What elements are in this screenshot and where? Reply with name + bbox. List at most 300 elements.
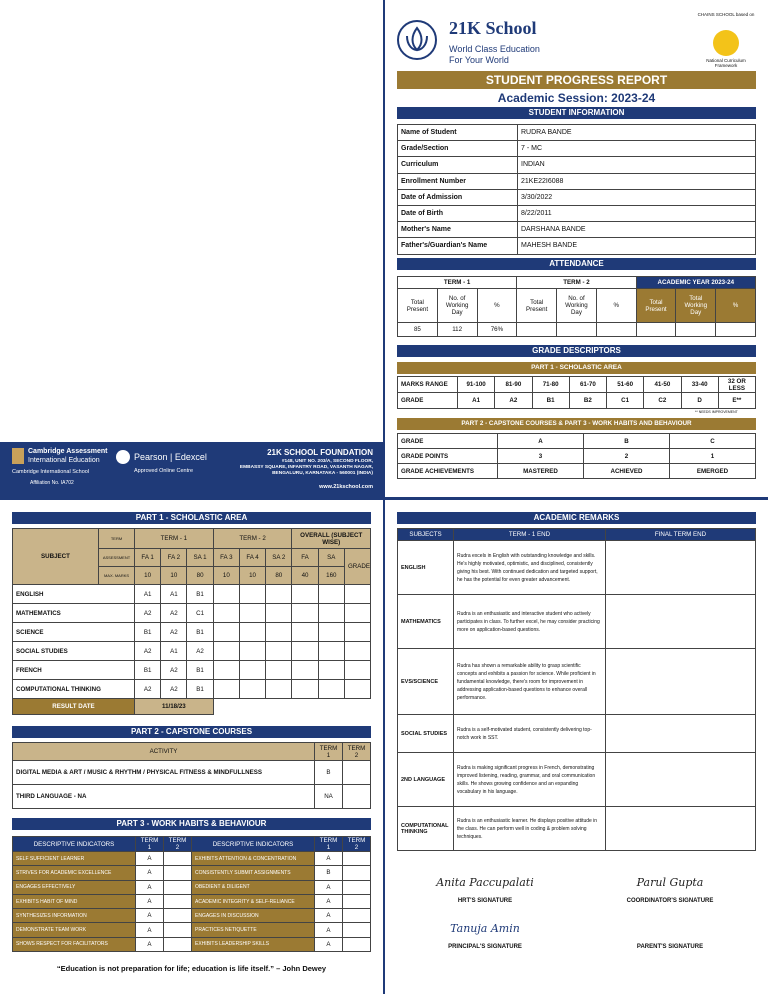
marks-range-label: MARKS RANGE	[398, 377, 458, 393]
grade-value	[318, 680, 344, 699]
habit-indicator: EXHIBITS ATTENTION & CONCENTRATION	[192, 852, 315, 866]
student-info-row	[398, 141, 756, 157]
principal-signature-label: PRINCIPAL'S SIGNATURE	[448, 944, 522, 950]
remark-row	[398, 595, 756, 649]
remark-final	[606, 753, 756, 807]
info-value: RUDRA BANDE	[518, 125, 756, 141]
att-total-working: Total Working Day	[676, 289, 716, 323]
habit-indicator: DEMONSTRATE TEAM WORK	[13, 923, 136, 937]
max-marks-cell: 10	[161, 567, 187, 585]
assessment-cell: FA 3	[213, 549, 239, 567]
grade-value	[266, 642, 292, 661]
marks-range-cell: 61-70	[569, 377, 606, 393]
grade-cell: A2	[495, 393, 532, 409]
max-marks-cell: 160	[318, 567, 344, 585]
grade-cell: D	[681, 393, 718, 409]
info-value: 3/30/2022	[518, 189, 756, 205]
subject-col-header: SUBJECT	[13, 529, 99, 585]
coordinator-signature-image: Parul Gupta	[636, 876, 704, 889]
grade-value	[266, 680, 292, 699]
habit-indicator: SYNTHESIZES INFORMATION	[13, 909, 136, 923]
habit-indicator: SELF SUFFICIENT LEARNER	[13, 852, 136, 866]
capstone-t2	[343, 785, 371, 809]
remark-text: Rudra is an enthusiastic and interactive student who actively participates in class. To further excel, he may consider practicing more on application-based questions.	[454, 595, 606, 649]
p2-points-label: GRADE POINTS	[398, 449, 498, 464]
habit-row	[13, 937, 371, 951]
habit-indicator: OBEDIENT & DILIGENT	[192, 880, 315, 894]
grade-row-label: GRADE	[398, 393, 458, 409]
habit-row	[13, 923, 371, 937]
grade-value: A2	[161, 680, 187, 699]
student-info-row	[398, 125, 756, 141]
cambridge-crest-icon	[12, 448, 24, 464]
grade-value: A2	[135, 680, 161, 699]
att-working: No. of Working Day	[437, 289, 477, 323]
remarks-page	[385, 500, 768, 994]
remark-subject: MATHEMATICS	[398, 595, 454, 649]
student-info-row	[398, 238, 756, 254]
grade-value: A2	[187, 642, 213, 661]
capstone-grade-table	[397, 433, 756, 479]
remarks-table	[397, 528, 756, 851]
remark-final	[606, 715, 756, 753]
habit-t2	[164, 880, 192, 894]
info-label: Date of Admission	[398, 189, 518, 205]
grade-value: C1	[187, 604, 213, 623]
student-info-row	[398, 222, 756, 238]
att-t1-present: 85	[398, 323, 438, 337]
grade-value: B1	[187, 623, 213, 642]
school-tagline-2: For Your World	[449, 55, 509, 65]
att-term2: TERM - 2	[517, 277, 636, 289]
coordinator-signature-label: COORDINATOR'S SIGNATURE	[626, 898, 714, 904]
grade-value	[213, 642, 239, 661]
capstone-grade-cell: 2	[584, 449, 670, 464]
ncf-logo-icon	[713, 30, 739, 56]
grade-value: A2	[161, 623, 187, 642]
academic-session: Academic Session: 2023-24	[497, 91, 656, 105]
grade-value	[239, 661, 265, 680]
info-label: Father's/Guardian's Name	[398, 238, 518, 254]
marks-range-cell: 71-80	[532, 377, 569, 393]
habit-t2	[343, 923, 371, 937]
capstone-grade-cell: EMERGED	[670, 464, 756, 479]
sch-term1: TERM - 1	[135, 529, 214, 549]
info-label: Date of Birth	[398, 205, 518, 221]
habit-indicator: ENGAGES EFFECTIVELY	[13, 880, 136, 894]
subject-row	[13, 604, 371, 623]
ncf-label: National Curriculum Framework	[706, 58, 746, 68]
remark-subject: 2ND LANGUAGE	[398, 753, 454, 807]
subject-name: MATHEMATICS	[13, 604, 135, 623]
habit-t2	[164, 852, 192, 866]
grade-value	[344, 585, 370, 604]
grade-value: A1	[161, 585, 187, 604]
blank-page	[0, 0, 383, 497]
pearson-sub: Approved Online Centre	[134, 468, 194, 474]
info-label: Enrollment Number	[398, 173, 518, 189]
grade-cell: A1	[458, 393, 495, 409]
assessment-cell: SA 2	[266, 549, 292, 567]
habit-t2	[164, 909, 192, 923]
remark-subject: COMPUTATIONAL THINKING	[398, 807, 454, 851]
grade-value	[239, 585, 265, 604]
activity-name: DIGITAL MEDIA & ART / MUSIC & RHYTHM / PHYSICAL FITNESS & MINDFULLNESS	[13, 761, 315, 785]
remark-text: Rudra is a self-motivated student, consistently delivering top-notch work in SST.	[454, 715, 606, 753]
grade-value: A1	[135, 585, 161, 604]
subject-row	[13, 661, 371, 680]
scholastic-table	[12, 528, 371, 715]
habits-table	[12, 836, 371, 952]
grade-value	[292, 585, 318, 604]
grade-cell: E**	[718, 393, 755, 409]
max-marks-cell: 10	[213, 567, 239, 585]
habit-indicator: SHOWS RESPECT FOR FACILITATORS	[13, 937, 136, 951]
activity-name: THIRD LANGUAGE - NA	[13, 785, 315, 809]
remark-row	[398, 753, 756, 807]
remark-final	[606, 649, 756, 715]
max-marks-cell: 80	[266, 567, 292, 585]
report-cover-page	[385, 0, 768, 497]
subject-name: SCIENCE	[13, 623, 135, 642]
grade-value	[213, 604, 239, 623]
result-date-label: RESULT DATE	[13, 699, 135, 715]
remark-final	[606, 595, 756, 649]
grade-value	[266, 585, 292, 604]
marks-range-cell: 41-50	[644, 377, 681, 393]
cap-term1: TERM 1	[315, 743, 343, 761]
grade-value: A2	[161, 604, 187, 623]
grade-value	[292, 642, 318, 661]
grade-value: B1	[187, 585, 213, 604]
capstone-grade-cell: B	[584, 434, 670, 449]
info-label: Grade/Section	[398, 141, 518, 157]
max-marks-cell: 10	[135, 567, 161, 585]
grade-cell: B2	[569, 393, 606, 409]
grade-value: A2	[135, 604, 161, 623]
habit-t1: A	[136, 880, 164, 894]
assessment-cell: SA 1	[187, 549, 213, 567]
cambridge-sub: Cambridge International School	[12, 469, 90, 475]
p2-ach-label: GRADE ACHIEVEMENTS	[398, 464, 498, 479]
grade-value: A2	[135, 642, 161, 661]
affiliation-number: Affiliation No. IA702	[30, 480, 74, 486]
grade-value	[318, 642, 344, 661]
capstone-grade-cell: A	[498, 434, 584, 449]
grade-value	[318, 585, 344, 604]
habit-row	[13, 880, 371, 894]
remarks-heading: ACADEMIC REMARKS	[397, 512, 756, 524]
grade-value	[213, 680, 239, 699]
capstone-grade-cell: C	[670, 434, 756, 449]
scholastic-page	[0, 500, 383, 994]
habit-t1: A	[136, 866, 164, 880]
grade-value	[213, 585, 239, 604]
remark-text: Rudra excels in English with outstanding knowledge and skills. He's highly motivated, optimistic, and disciplined, consistently giving his best. With continued dedication and targeted support, he has the potential for even greater advancement.	[454, 541, 606, 595]
school-logo-icon	[397, 20, 437, 60]
info-value: 7 - MC	[518, 141, 756, 157]
report-title: STUDENT PROGRESS REPORT	[397, 71, 756, 89]
remark-subject: ENGLISH	[398, 541, 454, 595]
remark-subject: SOCIAL STUDIES	[398, 715, 454, 753]
grade-value	[292, 604, 318, 623]
grade-value: B1	[135, 623, 161, 642]
grade-value	[344, 623, 370, 642]
attendance-table	[397, 276, 756, 337]
habits-t2: TERM 2	[164, 837, 192, 852]
max-marks-label: MAX. MARKS	[99, 567, 135, 585]
habit-t1: A	[136, 852, 164, 866]
assessment-cell: SA	[318, 549, 344, 567]
partner-footer	[0, 442, 383, 497]
grade-value: B1	[187, 661, 213, 680]
chains-label: CHAINS SCHOOL based on	[697, 12, 755, 17]
habit-indicator: PRACTICES NETIQUETTE	[192, 923, 315, 937]
capstone-grade-cell: 1	[670, 449, 756, 464]
marks-range-cell: 81-90	[495, 377, 532, 393]
student-info-row	[398, 157, 756, 173]
grade-value	[239, 642, 265, 661]
grade-value	[292, 623, 318, 642]
cap-term2: TERM 2	[343, 743, 371, 761]
habit-t2	[343, 880, 371, 894]
remark-row	[398, 807, 756, 851]
activity-header: ACTIVITY	[13, 743, 315, 761]
grade-value	[239, 680, 265, 699]
habits-desc-header: DESCRIPTIVE INDICATORS	[13, 837, 136, 852]
student-info-row	[398, 189, 756, 205]
habit-row	[13, 894, 371, 908]
habit-indicator: CONSISTENTLY SUBMIT ASSIGNMENTS	[192, 866, 315, 880]
assessment-cell: FA 4	[239, 549, 265, 567]
student-info-heading: STUDENT INFORMATION	[397, 107, 756, 119]
capstone-grade-cell: 3	[498, 449, 584, 464]
habit-t2	[343, 909, 371, 923]
habit-t1: B	[315, 866, 343, 880]
habits-desc-header-2: DESCRIPTIVE INDICATORS	[192, 837, 315, 852]
habit-t1: A	[136, 909, 164, 923]
habit-t1: A	[136, 923, 164, 937]
student-info-row	[398, 205, 756, 221]
quote: “Education is not preparation for life; education is life itself.” – John Dewey	[56, 964, 327, 973]
grade-value	[213, 661, 239, 680]
habit-indicator: EXHIBITS LEADERSHIP SKILLS	[192, 937, 315, 951]
grade-cell: C2	[644, 393, 681, 409]
pearson-label: Pearson | Edexcel	[134, 452, 207, 462]
habits-t1-2: TERM 1	[315, 837, 343, 852]
habit-t1: A	[315, 923, 343, 937]
grade-cell: C1	[607, 393, 644, 409]
info-value: 8/22/2011	[518, 205, 756, 221]
habit-indicator: ENGAGES IN DISCUSSION	[192, 909, 315, 923]
principal-signature-image: Tanuja Amin	[450, 922, 520, 935]
habits-heading: PART 3 - WORK HABITS & BEHAVIOUR	[12, 818, 371, 830]
address-2: EMBASSY SQUARE, INFANTRY ROAD, VASANTH NAGAR,	[239, 465, 373, 470]
max-marks-cell: 80	[187, 567, 213, 585]
subject-name: FRENCH	[13, 661, 135, 680]
habit-t2	[343, 852, 371, 866]
sch-overall: OVERALL (SUBJECT WISE)	[292, 529, 371, 549]
subject-row	[13, 623, 371, 642]
habit-t1: A	[136, 894, 164, 908]
capstone-row	[13, 761, 371, 785]
p2-grade-label: GRADE	[398, 434, 498, 449]
cambridge-line1: Cambridge Assessment	[28, 448, 108, 455]
scholastic-heading: PART 1 - SCHOLASTIC AREA	[12, 512, 371, 524]
marks-range-cell: 32 OR LESS	[718, 377, 755, 393]
grade-part2-heading: PART 2 - CAPSTONE COURSES & PART 3 - WORK HABITS AND BEHAVIOUR	[397, 418, 756, 430]
foundation-name: 21K SCHOOL FOUNDATION	[267, 448, 373, 457]
att-pct-3: %	[716, 289, 756, 323]
habits-t1: TERM 1	[136, 837, 164, 852]
grade-col-header: GRADE	[344, 549, 370, 585]
grade-value: A2	[161, 661, 187, 680]
remark-final	[606, 541, 756, 595]
habit-t1: A	[315, 909, 343, 923]
subject-row	[13, 680, 371, 699]
grade-cell: B1	[532, 393, 569, 409]
capstone-row	[13, 785, 371, 809]
att-working-2: No. of Working Day	[557, 289, 597, 323]
att-year: ACADEMIC YEAR 2023-24	[636, 277, 755, 289]
needs-improvement-note: ** NEEDS IMPROVEMENT	[695, 410, 738, 414]
max-marks-cell: 40	[292, 567, 318, 585]
remark-row	[398, 649, 756, 715]
max-marks-cell: 10	[239, 567, 265, 585]
capstone-table	[12, 742, 371, 809]
marks-range-cell: 51-60	[607, 377, 644, 393]
subject-name: SOCIAL STUDIES	[13, 642, 135, 661]
info-label: Name of Student	[398, 125, 518, 141]
capstone-t2	[343, 761, 371, 785]
att-term1: TERM - 1	[398, 277, 517, 289]
info-value: INDIAN	[518, 157, 756, 173]
habit-t1: A	[315, 852, 343, 866]
att-total-present-3: Total Present	[636, 289, 676, 323]
grade-value	[266, 604, 292, 623]
info-value: MAHESH BANDE	[518, 238, 756, 254]
remark-subject: EVS/SCIENCE	[398, 649, 454, 715]
habit-t2	[164, 866, 192, 880]
habit-t2	[343, 866, 371, 880]
info-label: Curriculum	[398, 157, 518, 173]
grade-value	[344, 661, 370, 680]
info-value: DARSHANA BANDE	[518, 222, 756, 238]
habit-t1: A	[136, 937, 164, 951]
habit-t2	[164, 923, 192, 937]
remarks-final-header: FINAL TERM END	[606, 529, 756, 541]
marks-range-table	[397, 376, 756, 409]
grade-value	[266, 661, 292, 680]
remarks-t1end-header: TERM - 1 END	[454, 529, 606, 541]
sch-term2: TERM - 2	[213, 529, 292, 549]
assessment-cell: FA 2	[161, 549, 187, 567]
habit-t2	[164, 894, 192, 908]
habit-t2	[343, 894, 371, 908]
remark-row	[398, 541, 756, 595]
att-t1-pct: 76%	[477, 323, 517, 337]
habit-row	[13, 866, 371, 880]
habit-t1: A	[315, 880, 343, 894]
grade-descriptors-heading: GRADE DESCRIPTORS	[397, 345, 756, 357]
pearson-logo-icon	[116, 450, 130, 464]
habits-t2-2: TERM 2	[343, 837, 371, 852]
info-label: Mother's Name	[398, 222, 518, 238]
hrt-signature-image: Anita Paccupalati	[436, 876, 534, 889]
grade-value	[344, 680, 370, 699]
marks-range-cell: 91-100	[458, 377, 495, 393]
habit-t2	[164, 937, 192, 951]
remark-row	[398, 715, 756, 753]
habit-t1: A	[315, 937, 343, 951]
grade-value: B1	[187, 680, 213, 699]
att-total-present: Total Present	[398, 289, 438, 323]
habit-row	[13, 909, 371, 923]
grade-value	[344, 604, 370, 623]
assessment-cell: FA	[292, 549, 318, 567]
grade-value	[292, 661, 318, 680]
capstone-t1: NA	[315, 785, 343, 809]
grade-value	[318, 623, 344, 642]
grade-value	[318, 604, 344, 623]
grade-value	[239, 623, 265, 642]
att-pct: %	[477, 289, 517, 323]
address-1: #148, UNIT NO. 203/A, SECOND FLOOR,	[281, 459, 373, 464]
habit-t1: A	[315, 894, 343, 908]
term-label: TERM	[99, 529, 135, 549]
subject-row	[13, 585, 371, 604]
address-3: BENGALURU, KARNATAKA - 560001 (INDIA)	[272, 471, 373, 476]
habit-indicator: ACADEMIC INTEGRITY & SELF-RELIANCE	[192, 894, 315, 908]
remark-text: Rudra is an enthusiastic learner. He displays positive attitude in the class. He can perform well in coding & problem solving techniques.	[454, 807, 606, 851]
remark-text: Rudra is making significant progress in French, demonstrating improved listening, reading, grammar, and oral communication skills. He shows growing confidence and an expanding vocabulary in his language.	[454, 753, 606, 807]
subject-name: COMPUTATIONAL THINKING	[13, 680, 135, 699]
website-link[interactable]: www.21kschool.com	[319, 484, 373, 490]
remarks-subjects-header: SUBJECTS	[398, 529, 454, 541]
hrt-signature-label: HRT'S SIGNATURE	[457, 898, 513, 904]
subject-row	[13, 642, 371, 661]
grade-value	[292, 680, 318, 699]
parent-signature-label: PARENT'S SIGNATURE	[636, 944, 704, 950]
habit-row	[13, 852, 371, 866]
habit-indicator: STRIVES FOR ACADEMIC EXCELLENCE	[13, 866, 136, 880]
marks-range-cell: 33-40	[681, 377, 718, 393]
assessment-label: ASSESSMENT	[99, 549, 135, 567]
grade-value	[239, 604, 265, 623]
att-total-present-2: Total Present	[517, 289, 557, 323]
capstone-t1: B	[315, 761, 343, 785]
school-name: 21K School	[449, 18, 537, 38]
remark-final	[606, 807, 756, 851]
student-info-table	[397, 124, 756, 255]
grade-part1-heading: PART 1 - SCHOLASTIC AREA	[397, 362, 756, 374]
student-info-row	[398, 173, 756, 189]
grade-value	[266, 623, 292, 642]
assessment-cell: FA 1	[135, 549, 161, 567]
grade-value: B1	[135, 661, 161, 680]
capstone-grade-cell: ACHIEVED	[584, 464, 670, 479]
grade-value: A1	[161, 642, 187, 661]
habit-t2	[343, 937, 371, 951]
result-date: 11/18/23	[135, 699, 214, 715]
cambridge-line2: International Education	[28, 457, 100, 464]
grade-value	[344, 642, 370, 661]
capstone-heading: PART 2 - CAPSTONE COURSES	[12, 726, 371, 738]
att-t1-working: 112	[437, 323, 477, 337]
remark-text: Rudra has shown a remarkable ability to grasp scientific concepts and exhibits a passion for science. While proficient in fundamental knowledge, there's room for improvement in addressing application-based questions to enhance overall performance.	[454, 649, 606, 715]
grade-value	[318, 661, 344, 680]
capstone-grade-cell: MASTERED	[498, 464, 584, 479]
